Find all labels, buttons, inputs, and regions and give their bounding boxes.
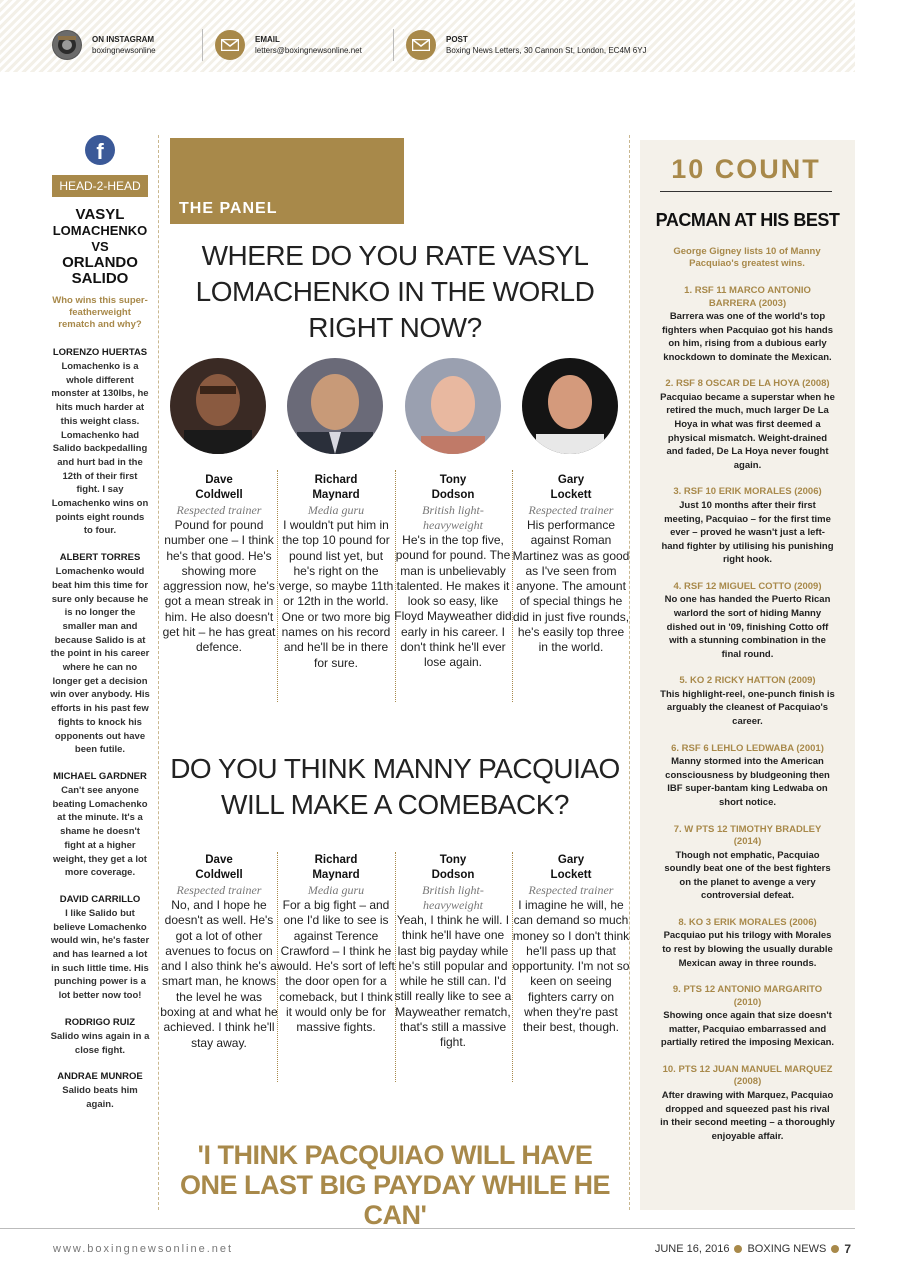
post-label: POST [446,35,468,44]
instagram-label: ON INSTAGRAM [92,35,155,44]
pundit-first-name: Tony [439,854,467,866]
ten-count-item-heading: 10. PTS 12 JUAN MANUEL MARQUEZ (2008) [662,1063,833,1088]
envelope-icon [215,30,245,60]
bullet-icon [734,1245,742,1253]
pundit-last-name: Dodson [431,869,475,881]
pundit-last-name: Dodson [431,489,475,501]
pundit-answer-text: I wouldn't put him in the top 10 pound for pound list yet, but he's right on the verge, so maybe 11th or 12th in the world. One or two more big names on his record and he'll be in there for sure. [278,518,394,670]
ten-count-item-body: Though not emphatic, Pacquiao soundly beat one of the best fighters on the planet to avenge a very controversial defeat. [664,849,831,902]
matchup-line: LOMACHENKO [52,223,148,238]
pull-quote: 'I THINK PACQUIAO WILL HAVE ONE LAST BIG PAYDAY WHILE HE CAN' [179,1140,611,1230]
matchup-line: VS [91,239,109,254]
panel-tag [170,138,404,224]
ten-count-item-body: Barrera was one of the world's top fighters when Pacquiao got his hands on him, rising from a dubious early knockdown to dominate the Mexican. [661,311,834,363]
avatar [287,358,383,454]
contact-bar [0,0,855,72]
panel-question-1: WHERE DO YOU RATE VASYL LOMACHENKO IN THE WORLD RIGHT NOW? [195,240,595,343]
ten-count-item-heading: 6. RSF 6 LEHLO LEDWABA (2001) [671,742,824,754]
pundit-answer-text: For a big fight – and one I'd like to see is against Terence Crawford – I think he would. He's sort of left the door open for a comeback, but I think it would only be for massive fights. [277,898,395,1035]
panel-tag-label: THE PANEL [179,200,278,217]
column-divider [629,135,630,1210]
ten-count-item-body: Manny stormed into the American consciousness by bludgeoning then IBF super-bantam king Ledwaba on short notice. [665,756,830,808]
ten-count-item-body: Pacquiao put his trilogy with Morales to rest by blowing the usually durable Mexican away in three rounds. [662,930,833,969]
footer-rule [0,1228,855,1229]
pundit-first-name: Richard [314,854,358,866]
ten-count-item-heading: 3. RSF 10 ERIK MORALES (2006) [673,486,822,498]
reader-text: Salido wins again in a close fight. [50,1030,150,1056]
reader-letter [50,347,150,538]
ten-count-item [660,824,835,903]
panel-question-2: DO YOU THINK MANNY PACQUIAO WILL MAKE A COMEBACK? [170,753,620,820]
ten-count-item-heading: 8. KO 3 ERIK MORALES (2006) [678,916,817,928]
ten-count-item [660,675,835,728]
instagram-handle[interactable]: boxingnewsonline [92,46,156,55]
pundit-answer-text: His performance against Roman Martinez was as good as I've seen from anyone. The amount of special things he did in just five rounds, he's easily top three in the world. [512,518,630,655]
bullet-icon [831,1245,839,1253]
pundit-first-name: Richard [314,474,358,486]
avatar [522,358,618,454]
pundit-first-name: Tony [439,474,467,486]
reader-name: ALBERT TORRES [59,552,141,564]
reader-text: Can't see anyone beating Lomachenko at the minute. It's a shame he doesn't fight at a higher weight, they get a lot more coverage. [52,784,148,879]
post-contact [393,29,647,61]
email-contact[interactable] [202,29,362,61]
head-to-head-column [50,135,150,1126]
reader-letter [50,1071,150,1111]
pundit-first-name: Dave [205,474,233,486]
instagram-icon [52,30,82,60]
footer-publication: BOXING NEWS [747,1243,827,1255]
pundit-answer [277,473,395,671]
ten-count-intro: George Gigney lists 10 of Manny Pacquiao's greatest wins. [673,246,821,269]
pundit-role: Media guru [307,883,365,897]
reader-name: ANDRAE MUNROE [57,1071,143,1083]
ten-count-rule [660,191,832,192]
head-to-head-tag: HEAD-2-HEAD [52,175,148,197]
footer-folio [655,1242,851,1256]
pundit-answer [160,853,278,1051]
reader-letter [50,552,150,757]
ten-count-item [660,486,835,566]
email-label: EMAIL [255,35,280,44]
pundit-role: Respected trainer [528,503,614,517]
pundit-last-name: Lockett [550,869,592,881]
pundit-answer-text: No, and I hope he doesn't as well. He's got a lot of other avenues to focus on and I also think he's a smart man, he knows the level he was boxing at and what he achieved. I think he'll stay away. [160,898,278,1050]
matchup-line: ORLANDO [62,254,138,271]
pundit-first-name: Gary [557,854,585,866]
footer-website[interactable]: www.boxingnewsonline.net [53,1243,234,1255]
ten-count-item [660,581,835,661]
pundit-role: Respected trainer [176,503,262,517]
pundit-role: British light-heavyweight [422,503,484,532]
pundit-answer [512,853,630,1036]
reader-name: DAVID CARRILLO [59,893,141,905]
post-address: Boxing News Letters, 30 Cannon St, London, EC4M 6YJ [446,46,647,55]
reader-letter [50,894,150,1003]
pundit-answer [394,473,512,671]
ten-count-item-heading: 7. W PTS 12 TIMOTHY BRADLEY (2014) [673,823,822,848]
reader-text: Lomachenko would beat him this time for sure only because he is no longer the smaller man and because Salido is at the point in his career where he can no longer get a decision win over anybody. His efforts in his past few fights to knock his opponents out have been futile. [50,566,150,756]
pundit-answer-text: He's in the top five, pound for pound. The man is unbelievably talented. He makes it look so easy, like Floyd Mayweather did early in his career. I don't think he'll ever lose again. [394,533,512,670]
instagram-contact[interactable] [52,30,156,60]
pundit-answer [512,473,630,656]
ten-count-item-body: This highlight-reel, one-punch finish is arguably the cleanest of Pacquiao's career. [660,688,835,728]
page-number: 7 [844,1242,851,1256]
reader-letter [50,771,150,880]
facebook-icon[interactable]: f [85,135,115,165]
reader-text: I like Salido but believe Lomachenko would win, he's faster and has learned a lot in such little time. His punching power is a lot better now too! [50,907,150,1002]
ten-count-title: 10 COUNT [671,154,821,184]
pundit-last-name: Coldwell [195,489,243,501]
pundit-last-name: Maynard [312,489,360,501]
ten-count-item-body: No one has handed the Puerto Rican warlord the sort of hiding Manny dished out in '09, finishing Cotto off with a stunning combination in the final round. [664,594,831,660]
matchup-line: VASYL [75,206,125,223]
reader-text: Lomachenko is a whole different monster at 130lbs, he hits much harder at this weight class. Lomachenko had Salido backpedalling and hurt bad in the 12th of their first fight. I say Lomachenko wins on points eight rounds to four. [51,361,149,537]
column-divider [158,135,159,1210]
reader-name: LORENZO HUERTAS [52,347,148,358]
ten-count-item-body: Just 10 months after their first meeting, Pacquiao – for the first time ever – proved he wasn't just a left-hand fighter by utilising his punishing right hook. [661,499,834,566]
ten-count-item [660,1064,835,1143]
reader-text: Salido beats him again. [62,1085,138,1110]
envelope-icon [406,30,436,60]
ten-count-item-heading: 9. PTS 12 ANTONIO MARGARITO (2010) [672,984,823,1008]
reader-name: RODRIGO RUIZ [64,1016,136,1028]
ten-count-item-body: Pacquiao became a superstar when he retired the much, much larger De La Hoya in what was first deemed a physical mismatch. Weight-drained and faded, De La Hoya never fought again. [660,391,835,471]
pundit-last-name: Lockett [550,489,592,501]
matchup-question: Who wins this super-featherweight rematch and why? [52,295,148,330]
pundit-answer [394,853,512,1051]
pundit-answer-text: Pound for pound number one – I think he's that good. He's showing more aggression now, he's got a mean streak in him. He also doesn't get hit – he has great defence. [162,518,276,655]
ten-count-item [660,285,835,364]
pundit-answer-text: Yeah, I think he will. I think he'll have one last big payday while he's still popular and while he still can. I'd still really like to see a Mayweather rematch, that's still a massive fight. [394,913,512,1050]
pundit-first-name: Gary [557,474,585,486]
ten-count-item-body: After drawing with Marquez, Pacquiao dropped and squeezed past his rival in their second meeting – a thoroughly enjoyable affair. [660,1089,835,1142]
matchup-title [50,207,150,287]
ten-count-list [660,285,835,1157]
pundit-role: British light-heavyweight [422,883,484,912]
reader-name: MICHAEL GARDNER [53,770,147,782]
pundit-role: Media guru [307,503,365,517]
ten-count-item-body: Showing once again that size doesn't matter, Pacquiao embarrassed and partially retired the imposing Mexican. [660,1010,835,1049]
pundit-answer [160,473,278,656]
reader-letter [50,1017,150,1057]
ten-count-item [660,984,835,1050]
avatar [170,358,266,454]
matchup-line: SALIDO [71,270,129,287]
pundit-first-name: Dave [205,854,233,866]
ten-count-item-heading: 5. KO 2 RICKY HATTON (2009) [679,675,816,687]
email-address[interactable]: letters@boxingnewsonline.net [255,46,362,55]
pundit-role: Respected trainer [176,883,262,897]
ten-count-item-heading: 4. RSF 12 MIGUEL COTTO (2009) [673,580,822,592]
pundit-role: Respected trainer [528,883,614,897]
ten-count-item-heading: 2. RSF 8 OSCAR DE LA HOYA (2008) [665,378,830,390]
pundit-answer [277,853,395,1036]
reader-letters [50,347,150,1112]
ten-count-subtitle: PACMAN AT HIS BEST [655,210,840,230]
ten-count-item [660,743,835,810]
avatar [405,358,501,454]
pundit-answer-text: I imagine he will, he can demand so much money so I don't think he'll pass up that opportunity. I'm not so keen on seeing fighters carry on when they're past their best, though. [512,898,630,1035]
ten-count-item-heading: 1. RSF 11 MARCO ANTONIO BARRERA (2003) [684,285,811,309]
footer-date: JUNE 16, 2016 [654,1243,730,1255]
ten-count-sidebar [640,140,855,1210]
ten-count-item [660,917,835,970]
pundit-last-name: Maynard [312,869,360,881]
ten-count-item [660,378,835,472]
pundit-last-name: Coldwell [195,869,243,881]
